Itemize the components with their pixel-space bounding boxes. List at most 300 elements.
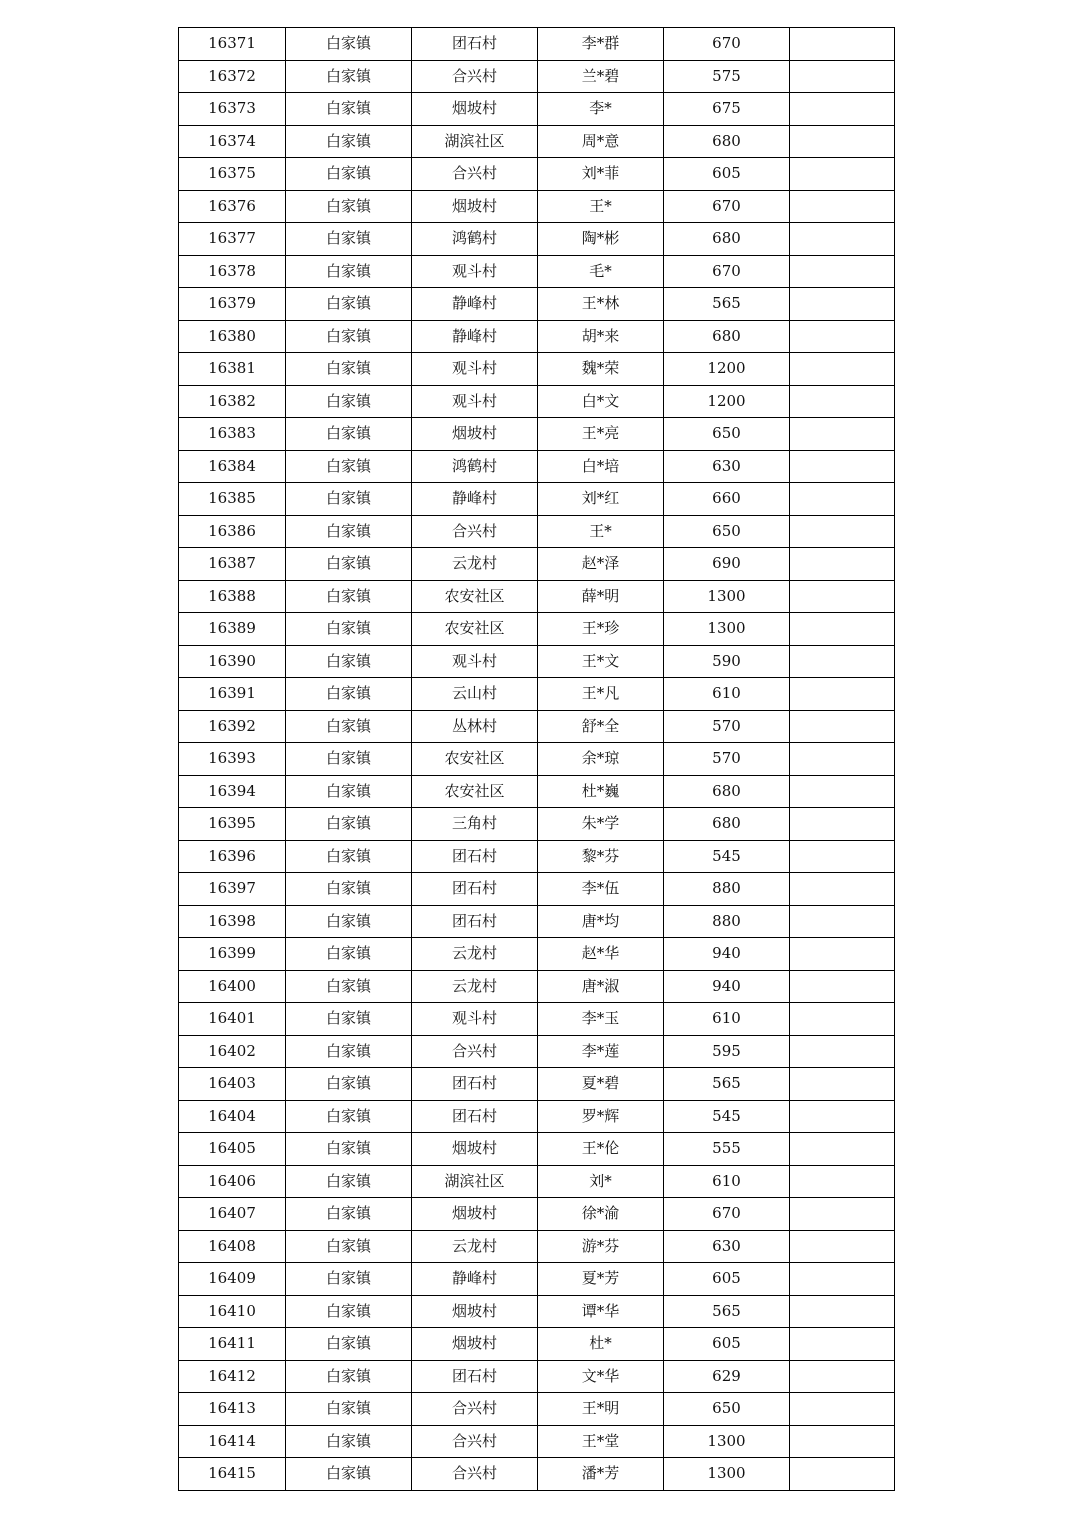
remark-cell [790,1198,895,1231]
amount-cell: 630 [664,450,790,483]
town-cell: 白家镇 [286,1458,412,1491]
village-cell: 烟坡村 [412,1198,538,1231]
table-row [179,353,895,386]
name-cell: 刘*菲 [538,158,664,191]
town-cell: 白家镇 [286,580,412,613]
name-cell: 王* [538,515,664,548]
village-cell: 合兴村 [412,1035,538,1068]
remark-cell [790,970,895,1003]
amount-cell: 680 [664,125,790,158]
village-cell: 烟坡村 [412,418,538,451]
serial-number-cell: 16392 [179,710,286,743]
table-row [179,28,895,61]
remark-cell [790,385,895,418]
remark-cell [790,840,895,873]
amount-cell: 1300 [664,1425,790,1458]
village-cell: 烟坡村 [412,1133,538,1166]
amount-cell: 1300 [664,580,790,613]
amount-cell: 670 [664,190,790,223]
town-cell: 白家镇 [286,158,412,191]
town-cell: 白家镇 [286,1328,412,1361]
village-cell: 静峰村 [412,288,538,321]
serial-number-cell: 16382 [179,385,286,418]
remark-cell [790,580,895,613]
table-row [179,873,895,906]
serial-number-cell: 16407 [179,1198,286,1231]
remark-cell [790,1165,895,1198]
serial-number-cell: 16383 [179,418,286,451]
table-row [179,1263,895,1296]
remark-cell [790,1068,895,1101]
amount-cell: 610 [664,1165,790,1198]
amount-cell: 880 [664,905,790,938]
town-cell: 白家镇 [286,1198,412,1231]
town-cell: 白家镇 [286,1360,412,1393]
remark-cell [790,28,895,61]
village-cell: 团石村 [412,873,538,906]
name-cell: 赵*华 [538,938,664,971]
serial-number-cell: 16372 [179,60,286,93]
village-cell: 观斗村 [412,645,538,678]
name-cell: 李*莲 [538,1035,664,1068]
table-row [179,60,895,93]
name-cell: 李*玉 [538,1003,664,1036]
amount-cell: 565 [664,288,790,321]
serial-number-cell: 16371 [179,28,286,61]
serial-number-cell: 16414 [179,1425,286,1458]
town-cell: 白家镇 [286,385,412,418]
remark-cell [790,1100,895,1133]
town-cell: 白家镇 [286,1230,412,1263]
town-cell: 白家镇 [286,678,412,711]
name-cell: 游*芬 [538,1230,664,1263]
remark-cell [790,1133,895,1166]
village-cell: 团石村 [412,28,538,61]
table-row [179,223,895,256]
town-cell: 白家镇 [286,1133,412,1166]
village-cell: 云龙村 [412,970,538,1003]
amount-cell: 660 [664,483,790,516]
table-row [179,320,895,353]
remark-cell [790,515,895,548]
table-row [179,515,895,548]
village-cell: 观斗村 [412,353,538,386]
serial-number-cell: 16403 [179,1068,286,1101]
serial-number-cell: 16386 [179,515,286,548]
amount-cell: 670 [664,1198,790,1231]
serial-number-cell: 16406 [179,1165,286,1198]
name-cell: 罗*辉 [538,1100,664,1133]
remark-cell [790,483,895,516]
amount-cell: 675 [664,93,790,126]
serial-number-cell: 16380 [179,320,286,353]
serial-number-cell: 16410 [179,1295,286,1328]
serial-number-cell: 16376 [179,190,286,223]
table-row [179,938,895,971]
remark-cell [790,1003,895,1036]
name-cell: 王* [538,190,664,223]
town-cell: 白家镇 [286,515,412,548]
name-cell: 唐*淑 [538,970,664,1003]
serial-number-cell: 16401 [179,1003,286,1036]
table-row [179,1165,895,1198]
table-row [179,840,895,873]
serial-number-cell: 16399 [179,938,286,971]
remark-cell [790,1328,895,1361]
village-cell: 农安社区 [412,775,538,808]
serial-number-cell: 16398 [179,905,286,938]
table-row [179,93,895,126]
amount-cell: 670 [664,255,790,288]
remark-cell [790,743,895,776]
name-cell: 王*凡 [538,678,664,711]
table-row [179,1003,895,1036]
name-cell: 唐*均 [538,905,664,938]
table-row [179,385,895,418]
serial-number-cell: 16390 [179,645,286,678]
serial-number-cell: 16385 [179,483,286,516]
table-row [179,1068,895,1101]
name-cell: 王*珍 [538,613,664,646]
remark-cell [790,93,895,126]
serial-number-cell: 16408 [179,1230,286,1263]
table-row [179,125,895,158]
town-cell: 白家镇 [286,1165,412,1198]
remark-cell [790,808,895,841]
town-cell: 白家镇 [286,1393,412,1426]
table-row [179,743,895,776]
town-cell: 白家镇 [286,938,412,971]
name-cell: 朱*学 [538,808,664,841]
serial-number-cell: 16412 [179,1360,286,1393]
town-cell: 白家镇 [286,93,412,126]
amount-cell: 570 [664,710,790,743]
amount-cell: 590 [664,645,790,678]
village-cell: 云龙村 [412,938,538,971]
amount-cell: 630 [664,1230,790,1263]
serial-number-cell: 16375 [179,158,286,191]
serial-number-cell: 16373 [179,93,286,126]
name-cell: 刘*红 [538,483,664,516]
name-cell: 胡*来 [538,320,664,353]
town-cell: 白家镇 [286,320,412,353]
village-cell: 团石村 [412,1360,538,1393]
serial-number-cell: 16415 [179,1458,286,1491]
amount-cell: 680 [664,808,790,841]
serial-number-cell: 16413 [179,1393,286,1426]
town-cell: 白家镇 [286,1003,412,1036]
name-cell: 谭*华 [538,1295,664,1328]
amount-cell: 680 [664,320,790,353]
amount-cell: 1300 [664,613,790,646]
name-cell: 余*琼 [538,743,664,776]
name-cell: 潘*芳 [538,1458,664,1491]
remark-cell [790,320,895,353]
table-row [179,775,895,808]
remark-cell [790,548,895,581]
name-cell: 李* [538,93,664,126]
serial-number-cell: 16384 [179,450,286,483]
town-cell: 白家镇 [286,418,412,451]
table-row [179,905,895,938]
table-row [179,1393,895,1426]
amount-cell: 605 [664,1328,790,1361]
name-cell: 王*亮 [538,418,664,451]
serial-number-cell: 16374 [179,125,286,158]
town-cell: 白家镇 [286,255,412,288]
town-cell: 白家镇 [286,60,412,93]
remark-cell [790,1360,895,1393]
amount-cell: 940 [664,970,790,1003]
table-row [179,1100,895,1133]
table-row [179,288,895,321]
remark-cell [790,223,895,256]
town-cell: 白家镇 [286,775,412,808]
amount-cell: 605 [664,1263,790,1296]
name-cell: 黎*芬 [538,840,664,873]
data-table-container [178,27,895,1491]
name-cell: 徐*渝 [538,1198,664,1231]
remark-cell [790,645,895,678]
name-cell: 王*堂 [538,1425,664,1458]
name-cell: 王*明 [538,1393,664,1426]
serial-number-cell: 16389 [179,613,286,646]
town-cell: 白家镇 [286,223,412,256]
table-row [179,645,895,678]
remark-cell [790,288,895,321]
village-cell: 农安社区 [412,580,538,613]
village-cell: 合兴村 [412,60,538,93]
serial-number-cell: 16381 [179,353,286,386]
name-cell: 王*伦 [538,1133,664,1166]
table-row [179,808,895,841]
serial-number-cell: 16393 [179,743,286,776]
remark-cell [790,710,895,743]
town-cell: 白家镇 [286,1295,412,1328]
amount-cell: 555 [664,1133,790,1166]
name-cell: 魏*荣 [538,353,664,386]
town-cell: 白家镇 [286,710,412,743]
table-row [179,970,895,1003]
name-cell: 李*群 [538,28,664,61]
remark-cell [790,1295,895,1328]
town-cell: 白家镇 [286,743,412,776]
table-row [179,190,895,223]
remark-cell [790,905,895,938]
serial-number-cell: 16391 [179,678,286,711]
name-cell: 刘* [538,1165,664,1198]
amount-cell: 680 [664,223,790,256]
remark-cell [790,450,895,483]
town-cell: 白家镇 [286,353,412,386]
remark-cell [790,678,895,711]
village-cell: 农安社区 [412,743,538,776]
amount-cell: 1200 [664,385,790,418]
town-cell: 白家镇 [286,1100,412,1133]
amount-cell: 690 [664,548,790,581]
amount-cell: 575 [664,60,790,93]
town-cell: 白家镇 [286,873,412,906]
remark-cell [790,60,895,93]
town-cell: 白家镇 [286,125,412,158]
village-cell: 静峰村 [412,483,538,516]
table-row [179,255,895,288]
remark-cell [790,190,895,223]
remark-cell [790,1263,895,1296]
serial-number-cell: 16378 [179,255,286,288]
table-row [179,1035,895,1068]
town-cell: 白家镇 [286,548,412,581]
village-cell: 丛林村 [412,710,538,743]
village-cell: 合兴村 [412,1393,538,1426]
serial-number-cell: 16387 [179,548,286,581]
serial-number-cell: 16402 [179,1035,286,1068]
table-row [179,710,895,743]
serial-number-cell: 16395 [179,808,286,841]
town-cell: 白家镇 [286,645,412,678]
town-cell: 白家镇 [286,288,412,321]
remark-cell [790,158,895,191]
town-cell: 白家镇 [286,1068,412,1101]
name-cell: 王*文 [538,645,664,678]
village-cell: 团石村 [412,840,538,873]
table-row [179,1360,895,1393]
serial-number-cell: 16394 [179,775,286,808]
name-cell: 周*意 [538,125,664,158]
amount-cell: 650 [664,418,790,451]
village-cell: 云山村 [412,678,538,711]
name-cell: 白*文 [538,385,664,418]
town-cell: 白家镇 [286,28,412,61]
village-cell: 三角村 [412,808,538,841]
serial-number-cell: 16388 [179,580,286,613]
amount-cell: 680 [664,775,790,808]
town-cell: 白家镇 [286,613,412,646]
amount-cell: 940 [664,938,790,971]
serial-number-cell: 16411 [179,1328,286,1361]
remark-cell [790,125,895,158]
amount-cell: 880 [664,873,790,906]
name-cell: 王*林 [538,288,664,321]
serial-number-cell: 16377 [179,223,286,256]
table-row [179,1328,895,1361]
amount-cell: 545 [664,1100,790,1133]
table-row [179,1133,895,1166]
amount-cell: 650 [664,515,790,548]
village-cell: 合兴村 [412,515,538,548]
name-cell: 赵*泽 [538,548,664,581]
serial-number-cell: 16397 [179,873,286,906]
table-body [179,28,895,1491]
village-cell: 合兴村 [412,158,538,191]
serial-number-cell: 16409 [179,1263,286,1296]
village-cell: 云龙村 [412,548,538,581]
village-cell: 团石村 [412,905,538,938]
village-cell: 观斗村 [412,385,538,418]
amount-cell: 629 [664,1360,790,1393]
remark-cell [790,613,895,646]
village-cell: 烟坡村 [412,1295,538,1328]
table-row [179,548,895,581]
name-cell: 毛* [538,255,664,288]
town-cell: 白家镇 [286,1263,412,1296]
name-cell: 李*伍 [538,873,664,906]
town-cell: 白家镇 [286,483,412,516]
remark-cell [790,1425,895,1458]
name-cell: 夏*芳 [538,1263,664,1296]
name-cell: 兰*碧 [538,60,664,93]
remark-cell [790,873,895,906]
table-row [179,1425,895,1458]
name-cell: 杜* [538,1328,664,1361]
serial-number-cell: 16400 [179,970,286,1003]
table-row [179,158,895,191]
town-cell: 白家镇 [286,808,412,841]
table-row [179,418,895,451]
remark-cell [790,1035,895,1068]
amount-cell: 610 [664,678,790,711]
table-row [179,450,895,483]
remark-cell [790,938,895,971]
amount-cell: 570 [664,743,790,776]
remark-cell [790,1230,895,1263]
name-cell: 舒*全 [538,710,664,743]
remark-cell [790,255,895,288]
amount-cell: 565 [664,1068,790,1101]
village-cell: 静峰村 [412,1263,538,1296]
amount-cell: 1300 [664,1458,790,1491]
name-cell: 陶*彬 [538,223,664,256]
remark-cell [790,1458,895,1491]
village-cell: 观斗村 [412,255,538,288]
amount-cell: 595 [664,1035,790,1068]
village-cell: 烟坡村 [412,1328,538,1361]
amount-cell: 1200 [664,353,790,386]
table-row [179,613,895,646]
serial-number-cell: 16379 [179,288,286,321]
name-cell: 杜*巍 [538,775,664,808]
table-row [179,1295,895,1328]
town-cell: 白家镇 [286,190,412,223]
name-cell: 夏*碧 [538,1068,664,1101]
amount-cell: 610 [664,1003,790,1036]
village-cell: 湖滨社区 [412,125,538,158]
table-row [179,1198,895,1231]
village-cell: 农安社区 [412,613,538,646]
amount-cell: 670 [664,28,790,61]
village-cell: 鸿鹤村 [412,223,538,256]
town-cell: 白家镇 [286,1425,412,1458]
village-cell: 鸿鹤村 [412,450,538,483]
serial-number-cell: 16404 [179,1100,286,1133]
data-table [178,27,895,1491]
town-cell: 白家镇 [286,450,412,483]
village-cell: 观斗村 [412,1003,538,1036]
serial-number-cell: 16405 [179,1133,286,1166]
town-cell: 白家镇 [286,1035,412,1068]
remark-cell [790,775,895,808]
village-cell: 合兴村 [412,1425,538,1458]
village-cell: 静峰村 [412,320,538,353]
serial-number-cell: 16396 [179,840,286,873]
remark-cell [790,418,895,451]
town-cell: 白家镇 [286,840,412,873]
amount-cell: 545 [664,840,790,873]
amount-cell: 650 [664,1393,790,1426]
amount-cell: 565 [664,1295,790,1328]
village-cell: 烟坡村 [412,93,538,126]
remark-cell [790,353,895,386]
